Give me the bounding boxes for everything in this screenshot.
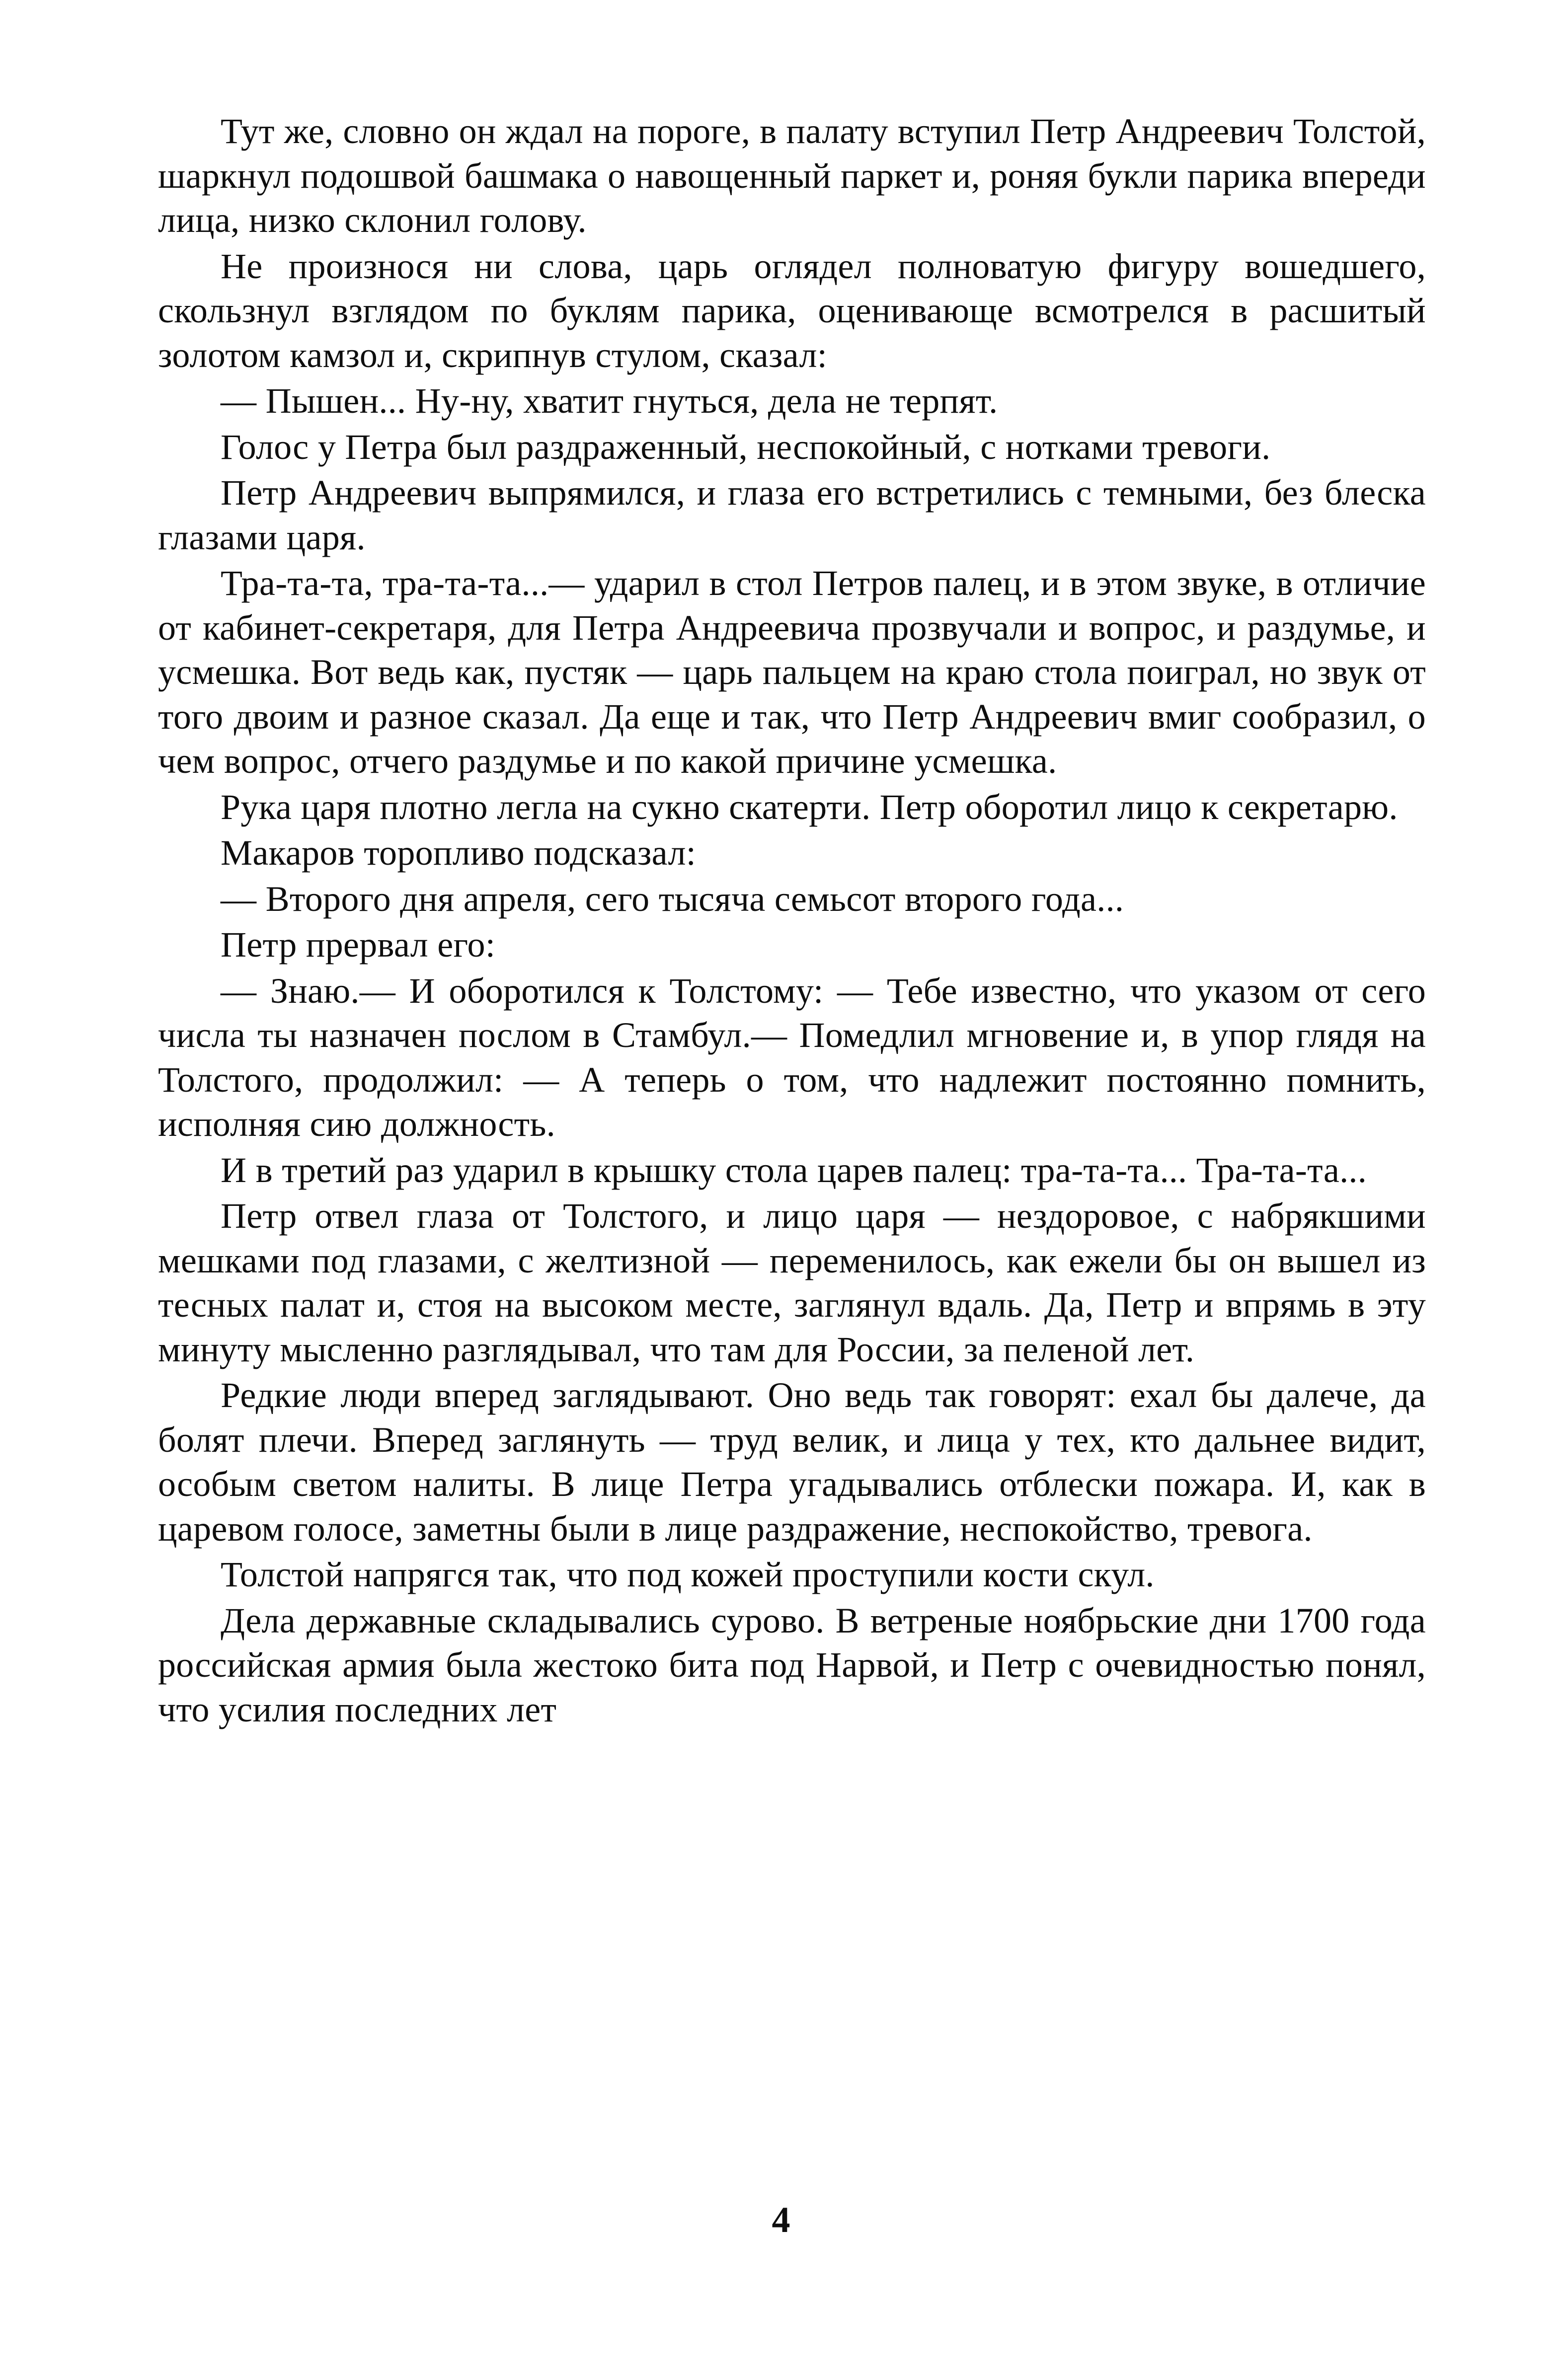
paragraph: Макаров торопливо подсказал: [221, 833, 697, 873]
paragraph: Рука царя плотно легла на сукно скатерти. Петр оборотил лицо к секретарю. [221, 787, 1398, 827]
paragraph: — Пышен... Ну-ну, хватит гнуться, дела не терпят. [221, 381, 998, 421]
paragraph: — Знаю.— И оборотился к Толстому: — Тебе известно, что указом от сего числа ты назначен послом в Стамбул.— Помедлил мгновение и, в упор глядя на Толстого, продолжил: — А теперь о том, что надлежит постоянно помнить, исполняя сию должность. [158, 970, 1426, 1144]
paragraph: Петр Андреевич выпрямился, и глаза его встретились с темными, без блеска глазами царя. [158, 473, 1426, 557]
paragraph: Тра-та-та, тра-та-та...— ударил в стол Петров палец, и в этом звуке, в отличие от кабинет-секретаря, для Петра Андреевича прозвучали и вопрос, и раздумье, и усмешка. Вот ведь как, пустяк — царь пальцем на краю стола поиграл, но звук от того двоим и разное сказал. Да еще и так, что Петр Андреевич вмиг сообразил, о чем вопрос, отчего раздумье и по какой причине усмешка. [158, 563, 1426, 781]
page-number: 4 [772, 2200, 790, 2240]
paragraph: Голос у Петра был раздраженный, неспокойный, с нотками тревоги. [221, 427, 1271, 467]
paragraph: И в третий раз ударил в крышку стола царев палец: тра-та-та... Тра-та-та... [221, 1150, 1367, 1190]
paragraph: Редкие люди вперед заглядывают. Оно ведь так говорят: ехал бы далече, да болят плечи. Вперед заглянуть — труд велик, и лица у тех, кто дальнее видит, особым светом налиты. В лице Петра угадывались отблески пожара. И, как в царевом голосе, заметны были в лице раздражение, неспокойство, тревога. [158, 1375, 1426, 1549]
paragraph: Не произнося ни слова, царь оглядел полноватую фигуру вошедшего, скользнул взглядом по буклям парика, оценивающе всмотрелся в расшитый золотом камзол и, скрипнув стулом, сказал: [158, 246, 1426, 375]
paragraph: — Второго дня апреля, сего тысяча семьсот второго года... [221, 879, 1124, 919]
paragraph: Петр отвел глаза от Толстого, и лицо царя — нездоровое, с набрякшими мешками под глазами, с желтизной — переменилось, как ежели бы он вышел из тесных палат и, стоя на высоком месте, заглянул вдаль. Да, Петр и впрямь в эту минуту мысленно разглядывал, что там для России, за пеленой лет. [158, 1196, 1426, 1369]
page-body [158, 109, 1426, 1733]
paragraph: Толстой напрягся так, что под кожей проступили кости скул. [221, 1555, 1155, 1594]
paragraph: Дела державные складывались сурово. В ветреные ноябрьские дни 1700 года российская армия была жестоко бита под Нарвой, и Петр с очевидностью понял, что усилия последних лет [158, 1600, 1426, 1729]
paragraph: Тут же, словно он ждал на пороге, в палату вступил Петр Андреевич Толстой, шаркнул подошвой башмака о навощенный паркет и, роняя букли парика впереди лица, низко склонил голову. [158, 111, 1426, 240]
paragraph: Петр прервал его: [221, 925, 496, 965]
